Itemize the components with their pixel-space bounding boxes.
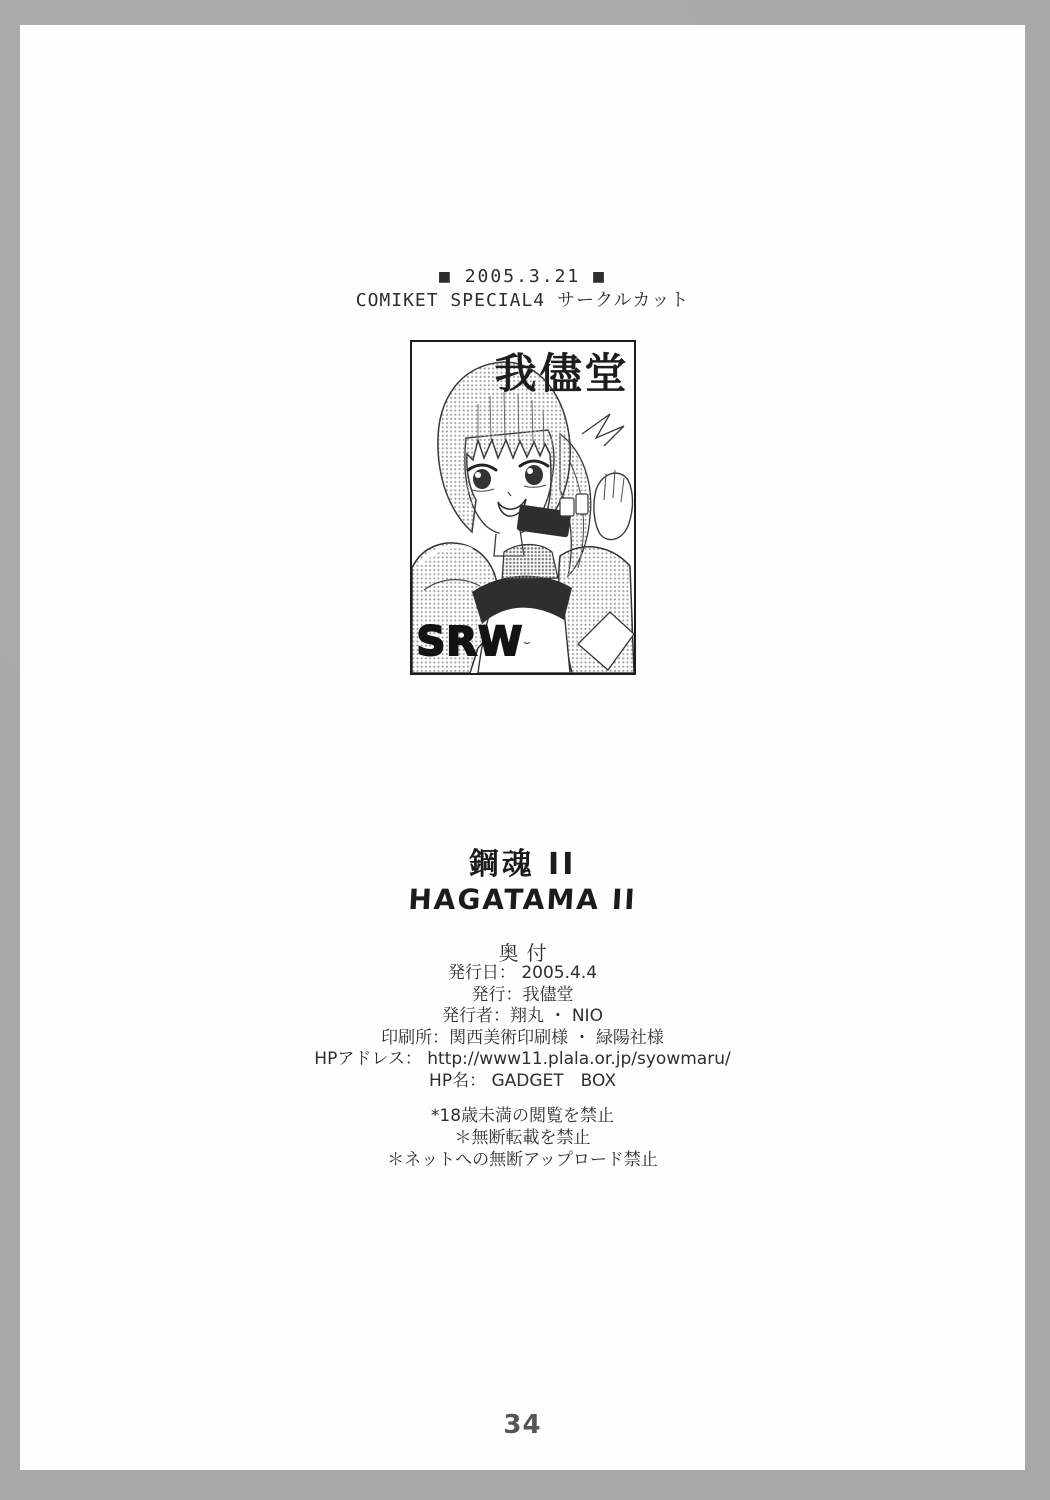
event-date: ■ 2005.3.21 ■ [439,266,606,287]
title-romaji: HAGATAMA II [407,883,638,916]
notice-line-upload: ＊ネットへの無断アップロード禁止 [387,1150,658,1170]
notice-line-age: *18歳未満の閲覧を禁止 [430,1106,615,1126]
circle-name-text: 我儘堂 [494,349,630,398]
circle-cut-frame [410,340,636,675]
event-name: COMIKET SPECIAL4 サークルカット [355,290,690,311]
notice-line-reproduction: ＊無断転載を禁止 [454,1128,591,1148]
doujin-page [20,25,1025,1470]
colophon-line-hp-name: HP名： GADGET BOX [429,1070,616,1091]
series-tag-text: SRW [416,619,524,665]
notices [20,1105,1025,1171]
colophon-line-authors: 発行者：翔丸 ・ NIO [442,1006,603,1026]
page-number: 34 [503,1410,542,1440]
title-japanese: 鋼魂 II [468,847,577,882]
colophon-line-publish-date: 発行日： 2005.4.4 [447,963,598,983]
colophon-line-printer: 印刷所：関西美術印刷様 ・ 緑陽社様 [381,1027,664,1048]
book-title [20,847,1025,917]
colophon-line-publisher: 発行：我儘堂 [471,984,574,1005]
event-header [20,265,1025,313]
colophon-line-hp-address: HPアドレス： http://www11.plala.or.jp/syowmaru/ [314,1049,731,1069]
colophon-heading: 奥付 [498,941,555,965]
colophon [20,963,1025,1092]
